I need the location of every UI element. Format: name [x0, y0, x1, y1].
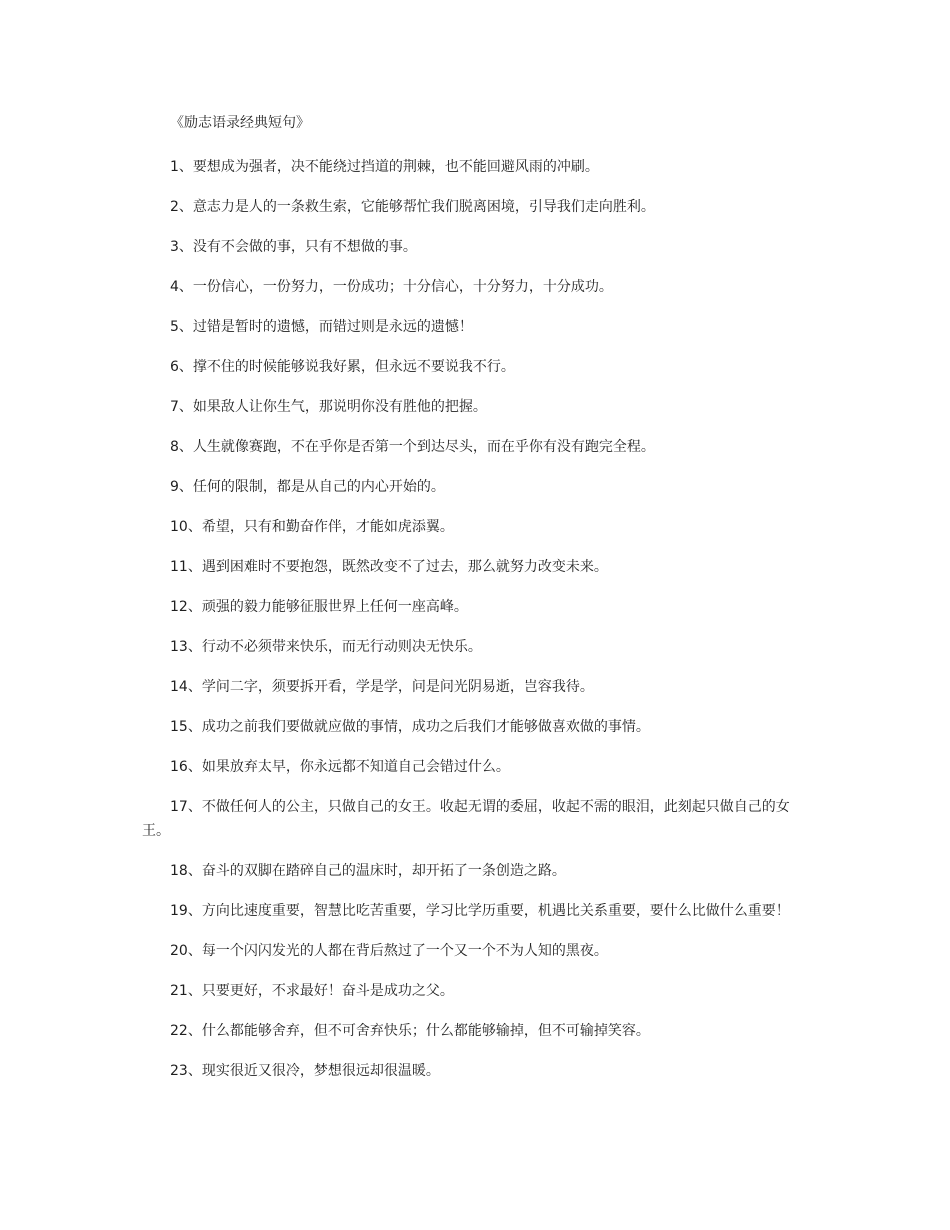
quote-item: 10、希望，只有和勤奋作伴，才能如虎添翼。: [170, 519, 454, 535]
quote-item: 16、如果放弃太早，你永远都不知道自己会错过什么。: [170, 759, 510, 775]
quote-item: 15、成功之前我们要做就应做的事情，成功之后我们才能够做喜欢做的事情。: [170, 719, 650, 735]
quote-item: 17、不做任何人的公主，只做自己的女王。收起无谓的委屈，收起不需的眼泪，此刻起只做自己的女王。: [142, 799, 790, 839]
quote-item: 6、撑不住的时候能够说我好累，但永远不要说我不行。: [170, 359, 515, 375]
quote-item: 22、什么都能够舍弃，但不可舍弃快乐；什么都能够输掉，但不可输掉笑容。: [170, 1023, 650, 1039]
quote-item: 4、一份信心，一份努力，一份成功；十分信心，十分努力，十分成功。: [170, 279, 613, 295]
quote-item: 23、现实很近又很冷，梦想很远却很温暖。: [170, 1063, 440, 1079]
quote-item: 18、奋斗的双脚在踏碎自己的温床时，却开拓了一条创造之路。: [170, 863, 566, 879]
document-title: 《励志语录经典短句》: [170, 115, 310, 131]
quote-item: 20、每一个闪闪发光的人都在背后熬过了一个又一个不为人知的黑夜。: [170, 943, 608, 959]
quote-item: 12、顽强的毅力能够征服世界上任何一座高峰。: [170, 599, 468, 615]
quote-item: 13、行动不必须带来快乐，而无行动则决无快乐。: [170, 639, 482, 655]
document-body: [142, 111, 798, 1099]
quote-item: 8、人生就像赛跑，不在乎你是否第一个到达尽头，而在乎你有没有跑完全程。: [170, 439, 655, 455]
quote-item: 5、过错是暂时的遗憾，而错过则是永远的遗憾！: [170, 319, 473, 335]
quote-item: 7、如果敌人让你生气，那说明你没有胜他的把握。: [170, 399, 487, 415]
quote-item: 9、任何的限制，都是从自己的内心开始的。: [170, 479, 445, 495]
quote-item: 1、要想成为强者，决不能绕过挡道的荆棘，也不能回避风雨的冲刷。: [170, 159, 599, 175]
quote-item: 21、只要更好，不求最好！奋斗是成功之父。: [170, 983, 454, 999]
quote-item: 2、意志力是人的一条救生索，它能够帮忙我们脱离困境，引导我们走向胜利。: [170, 199, 655, 215]
quote-item: 11、遇到困难时不要抱怨，既然改变不了过去，那么就努力改变未来。: [170, 559, 608, 575]
quote-item: 19、方向比速度重要，智慧比吃苦重要，学习比学历重要，机遇比关系重要，要什么比做什么重要！: [170, 903, 790, 919]
quote-item: 3、没有不会做的事，只有不想做的事。: [170, 239, 417, 255]
quote-item: 14、学问二字，须要拆开看，学是学，问是问光阴易逝，岂容我待。: [170, 679, 594, 695]
